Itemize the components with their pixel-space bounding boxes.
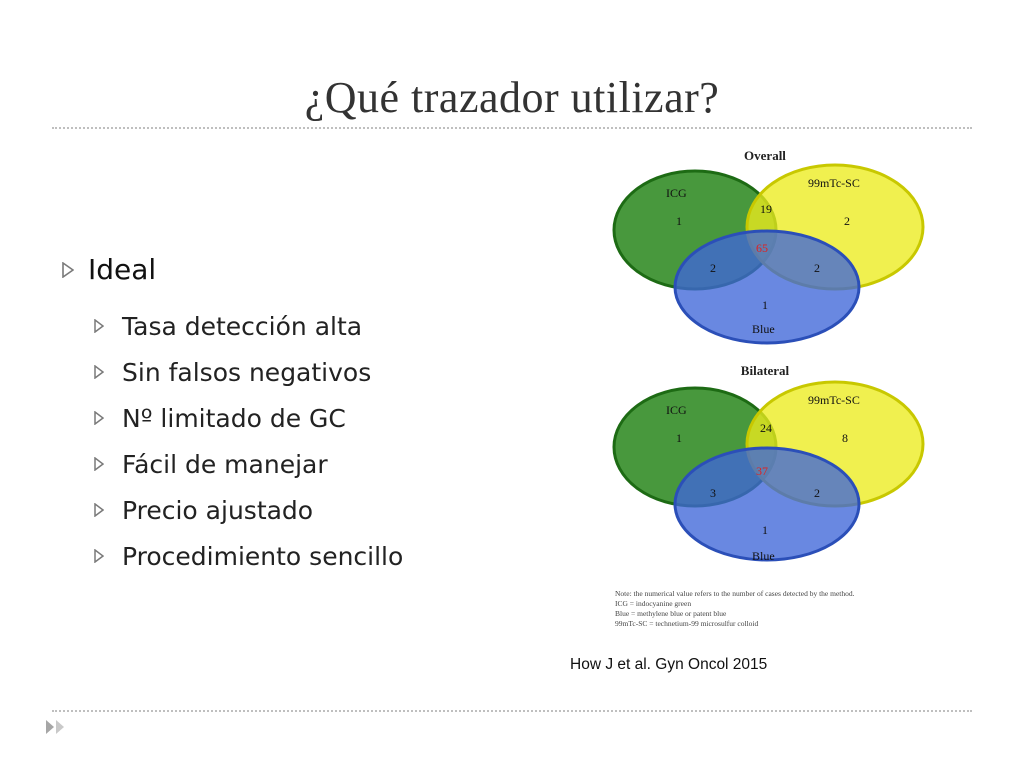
bilateral-blue-label: Blue (752, 549, 775, 563)
bilateral-icg-label: ICG (666, 403, 687, 417)
bullet-arrow-icon (94, 457, 104, 471)
sub-bullet-label: Fácil de manejar (122, 449, 328, 479)
note-line: 99mTc-SC = technetium-99 microsulfur colloid (615, 619, 759, 628)
sub-bullet-list (94, 303, 403, 579)
overall-title: Overall (744, 148, 786, 163)
overall-icg-blue: 2 (710, 261, 716, 275)
bullet-arrow-icon (94, 319, 104, 333)
sub-bullet-item (94, 395, 403, 441)
bullet-arrow-icon (94, 503, 104, 517)
bilateral-tc-blue: 2 (814, 486, 820, 500)
note-line: Blue = methylene blue or patent blue (615, 609, 727, 618)
top-divider (52, 127, 972, 129)
bullet-ideal-label: Ideal (88, 253, 157, 286)
bullet-arrow-icon (94, 411, 104, 425)
bullet-arrow-icon (62, 262, 74, 278)
bilateral-icg-tc: 24 (760, 421, 772, 435)
sub-bullet-item (94, 441, 403, 487)
overall-icg-tc: 19 (760, 202, 772, 216)
bullet-ideal (62, 253, 156, 286)
citation: How J et al. Gyn Oncol 2015 (570, 656, 768, 673)
sub-bullet-item (94, 349, 403, 395)
sub-bullet-item (94, 487, 403, 533)
bilateral-all-three: 37 (756, 464, 768, 478)
overall-tc-label: 99mTc-SC (808, 176, 860, 190)
sub-bullet-label: Nº limitado de GC (122, 403, 346, 433)
note-line: ICG = indocyanine green (615, 599, 692, 608)
sub-bullet-label: Precio ajustado (122, 495, 314, 525)
overall-blue-label: Blue (752, 322, 775, 336)
sub-bullet-item (94, 303, 403, 349)
bullet-arrow-icon (94, 365, 104, 379)
bilateral-blue-only: 1 (762, 523, 768, 537)
bilateral-tc-only: 8 (842, 431, 848, 445)
overall-tc-blue: 2 (814, 261, 820, 275)
sub-bullet-label: Sin falsos negativos (122, 357, 372, 387)
corner-double-arrow-icon (44, 718, 68, 746)
overall-blue-only: 1 (762, 298, 768, 312)
sub-bullet-item (94, 533, 403, 579)
bullet-arrow-icon (94, 549, 104, 563)
overall-all-three: 65 (756, 241, 768, 255)
sub-bullet-label: Tasa detección alta (122, 311, 363, 341)
figure-note (615, 589, 855, 629)
bottom-divider (52, 710, 972, 712)
overall-icg-only: 1 (676, 214, 682, 228)
overall-icg-label: ICG (666, 186, 687, 200)
overall-tc-only: 2 (844, 214, 850, 228)
sub-bullet-label: Procedimiento sencillo (122, 541, 404, 571)
bilateral-tc-label: 99mTc-SC (808, 393, 860, 407)
venn-figure (610, 142, 930, 587)
note-line: Note: the numerical value refers to the number of cases detected by the method. (615, 589, 855, 598)
bilateral-icg-blue: 3 (710, 486, 716, 500)
slide-title: ¿Qué trazador utilizar? (304, 73, 720, 122)
bilateral-icg-only: 1 (676, 431, 682, 445)
bilateral-title: Bilateral (740, 363, 790, 378)
